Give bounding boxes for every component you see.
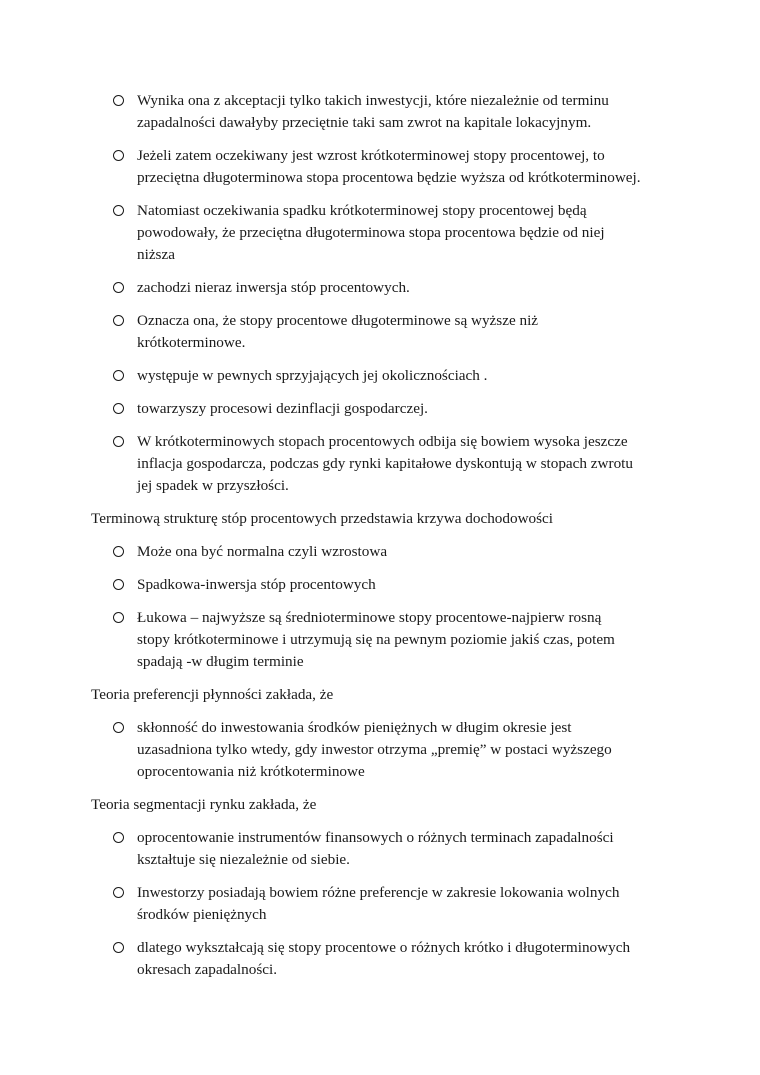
hollow-circle-bullet-icon <box>113 403 124 414</box>
list-item <box>91 145 691 189</box>
bullet-list-market-segmentation <box>91 827 691 981</box>
hollow-circle-bullet-icon <box>113 722 124 733</box>
list-item <box>91 365 691 387</box>
hollow-circle-bullet-icon <box>113 942 124 953</box>
hollow-circle-bullet-icon <box>113 612 124 623</box>
hollow-circle-bullet-icon <box>113 282 124 293</box>
list-item <box>91 607 691 673</box>
hollow-circle-bullet-icon <box>113 832 124 843</box>
section-heading-yield-curve: Terminową strukturę stóp procentowych przedstawia krzywa dochodowości <box>91 510 554 527</box>
list-item-text: W krótkoterminowych stopach procentowych odbija się bowiem wysoka jeszcze inflacja gospodarcza, podczas gdy rynki kapitałowe dyskontują w stopach zwrotu jej spadek w przyszłości. <box>137 433 633 494</box>
hollow-circle-bullet-icon <box>113 205 124 216</box>
list-item-text: towarzyszy procesowi dezinflacji gospodarczej. <box>137 400 428 417</box>
list-item-text: Może ona być normalna czyli wzrostowa <box>137 543 388 560</box>
list-item <box>91 827 691 871</box>
hollow-circle-bullet-icon <box>113 579 124 590</box>
list-item-text: występuje w pewnych sprzyjających jej okolicznościach . <box>137 367 488 384</box>
bullet-list-liquidity-preference <box>91 717 691 783</box>
bullet-list-yield-curve <box>91 541 691 673</box>
list-item-text: Jeżeli zatem oczekiwany jest wzrost krótkoterminowej stopy procentowej, to przeciętna długoterminowa stopa procentowa będzie wyższa od krótkoterminowej. <box>137 147 641 186</box>
list-item-text: Spadkowa-inwersja stóp procentowych <box>137 576 376 593</box>
list-item-text: oprocentowanie instrumentów finansowych o różnych terminach zapadalności kształtuje się niezależnie od siebie. <box>137 829 614 868</box>
list-item <box>91 310 691 354</box>
list-item <box>91 90 691 134</box>
hollow-circle-bullet-icon <box>113 95 124 106</box>
list-item <box>91 398 691 420</box>
list-item-text: Wynika ona z akceptacji tylko takich inwestycji, które niezależnie od terminu zapadalności dawałyby przeciętnie taki sam zwrot na kapitale lokacyjnym. <box>137 92 609 131</box>
hollow-circle-bullet-icon <box>113 887 124 898</box>
section-heading-liquidity-preference: Teoria preferencji płynności zakłada, że <box>91 686 334 703</box>
hollow-circle-bullet-icon <box>113 436 124 447</box>
hollow-circle-bullet-icon <box>113 370 124 381</box>
list-item-text: zachodzi nieraz inwersja stóp procentowych. <box>137 279 410 296</box>
list-item-text: Łukowa – najwyższe są średnioterminowe stopy procentowe-najpierw rosną stopy krótkoterminowe i utrzymują się na pewnym poziomie jakiś czas, potem spadają -w długim terminie <box>137 609 615 670</box>
list-item <box>91 277 691 299</box>
list-item-text: Oznacza ona, że stopy procentowe długoterminowe są wyższe niż krótkoterminowe. <box>137 312 539 351</box>
list-item-text: Inwestorzy posiadają bowiem różne preferencje w zakresie lokowania wolnych środków pieniężnych <box>137 884 620 923</box>
document-content <box>91 90 691 992</box>
list-item <box>91 717 691 783</box>
list-item <box>91 431 691 497</box>
list-item <box>91 882 691 926</box>
list-item <box>91 200 691 266</box>
hollow-circle-bullet-icon <box>113 150 124 161</box>
bullet-list-expectations <box>91 90 691 497</box>
section-heading-market-segmentation: Teoria segmentacji rynku zakłada, że <box>91 796 317 813</box>
hollow-circle-bullet-icon <box>113 546 124 557</box>
hollow-circle-bullet-icon <box>113 315 124 326</box>
list-item <box>91 574 691 596</box>
list-item-text: Natomiast oczekiwania spadku krótkoterminowej stopy procentowej będą powodowały, że przeciętna długoterminowa stopa procentowa będzie od niej niższa <box>137 202 605 263</box>
list-item <box>91 541 691 563</box>
list-item-text: dlatego wykształcają się stopy procentowe o różnych krótko i długoterminowych okresach zapadalności. <box>137 939 631 978</box>
list-item <box>91 937 691 981</box>
list-item-text: skłonność do inwestowania środków pieniężnych w długim okresie jest uzasadniona tylko wtedy, gdy inwestor otrzyma „premię” w postaci wyższego oprocentowania niż krótkoterminowe <box>137 719 612 780</box>
